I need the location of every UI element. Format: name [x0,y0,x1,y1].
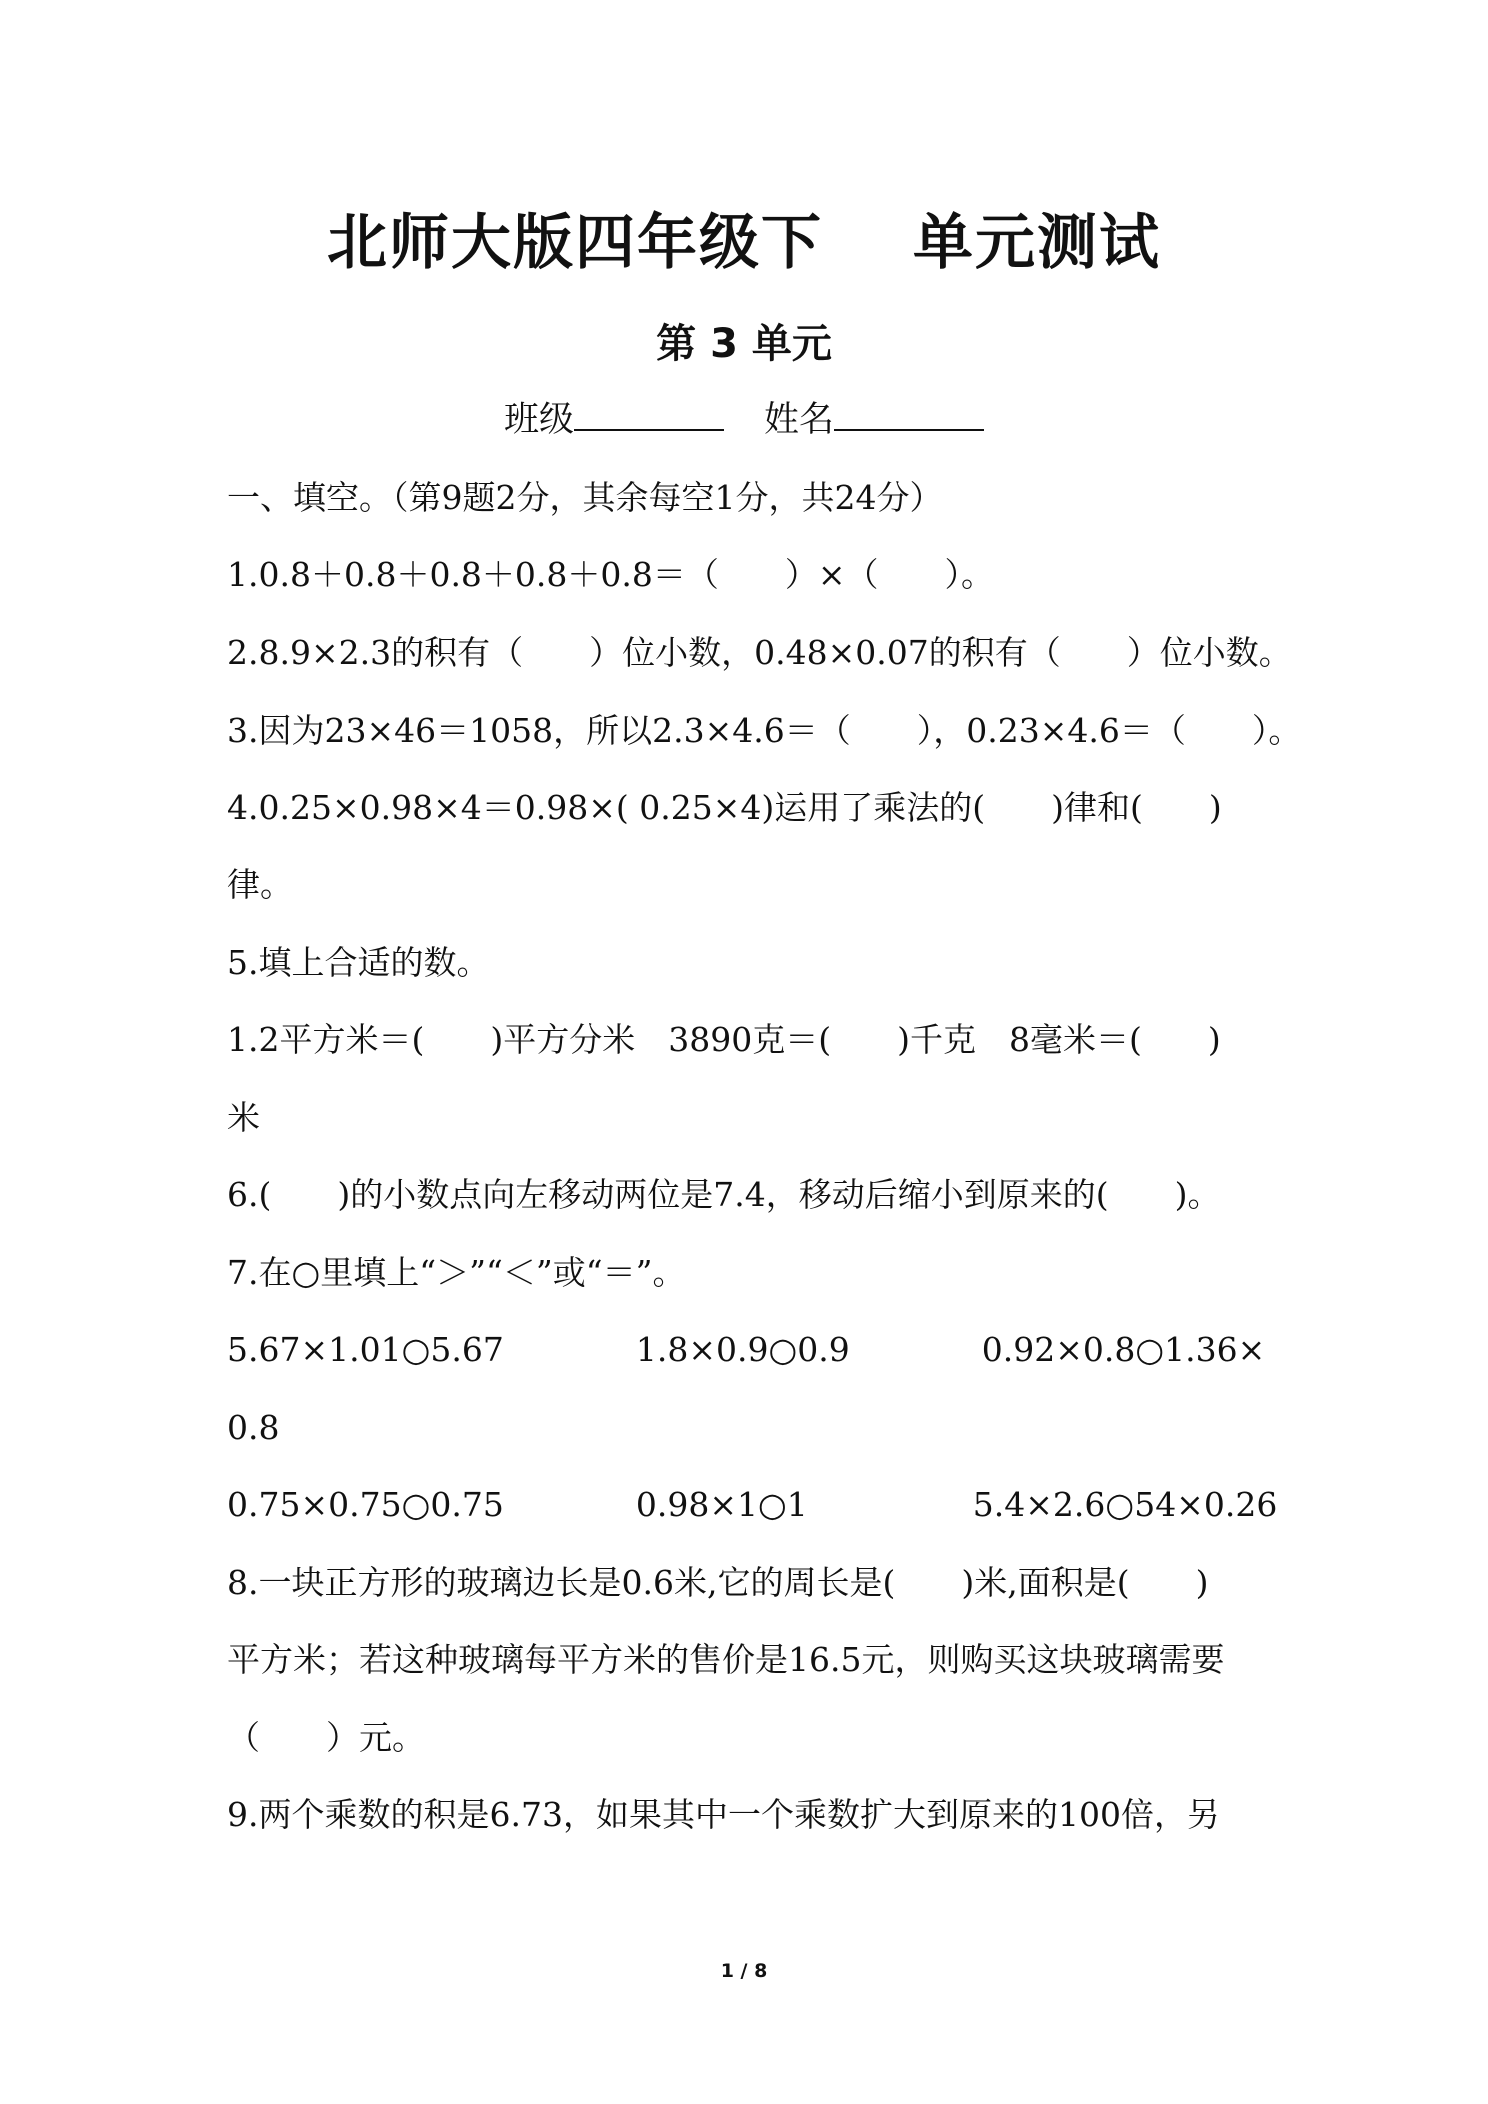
question-line: 4.0.25×0.98×4＝0.98×( 0.25×4)运用了乘法的( )律和( ) [227,788,1222,827]
question-line: 平方米；若这种玻璃每平方米的售价是16.5元，则购买这块玻璃需要 [227,1640,1225,1679]
question-line: 5.填上合适的数。 [227,943,490,982]
question-line: 7.在○里填上“＞”“＜”或“＝”。 [227,1253,686,1292]
class-label: 班级 [503,400,574,440]
question-line: 律。 [227,865,293,904]
question-line: 1.0.8＋0.8＋0.8＋0.8＋0.8＝（ ）×（ ）。 [227,555,995,594]
question-line: 2.8.9×2.3的积有（ ）位小数，0.48×0.07的积有（ ）位小数。 [227,633,1292,672]
question-line: 9.两个乘数的积是6.73，如果其中一个乘数扩大到原来的100倍，另 [227,1795,1220,1834]
title-right: 单元测试 [913,208,1161,278]
unit-subtitle: 第 3 单元 [656,321,832,367]
class-blank [574,399,724,431]
question-line: 0.8 [227,1408,280,1447]
question-line: 0.75×0.75○0.75 0.98×1○1 5.4×2.6○54×0.26 [227,1485,1278,1524]
name-label: 姓名 [764,400,835,440]
question-line: 3.因为23×46＝1058，所以2.3×4.6＝（ ），0.23×4.6＝（ ）。 [227,711,1302,750]
question-line: 6.( )的小数点向左移动两位是7.4，移动后缩小到原来的( )。 [227,1175,1221,1214]
question-line: 1.2平方米＝( )平方分米 3890克＝( )千克 8毫米＝( ) [227,1020,1221,1059]
student-info [0,392,1488,442]
question-line: 8.一块正方形的玻璃边长是0.6米,它的周长是( )米,面积是( ) [227,1563,1209,1602]
page-number: 1 / 8 [720,1960,768,1982]
section-heading: 一、填空。（第9题2分，其余每空1分，共24分） [227,478,943,517]
name-blank [834,399,984,431]
question-line: 米 [227,1098,260,1137]
question-line: 5.67×1.01○5.67 1.8×0.9○0.9 0.92×0.8○1.36× [227,1330,1266,1369]
title-left: 北师大版四年级下 [327,208,823,278]
question-line: （ ）元。 [227,1718,425,1757]
page-title [0,195,1488,281]
